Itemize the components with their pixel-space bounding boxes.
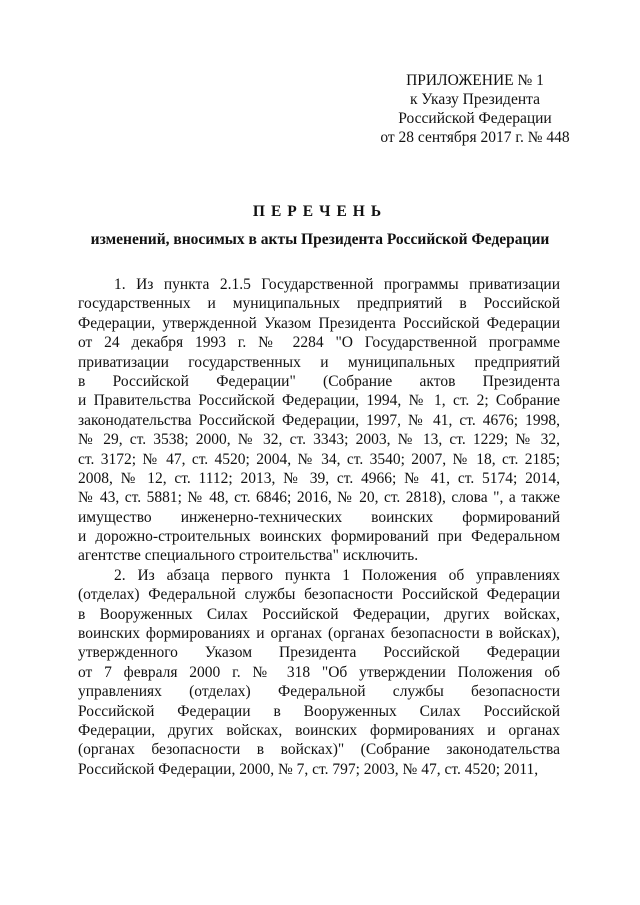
appendix-line: к Указу Президента — [410, 91, 540, 108]
document-body — [78, 275, 560, 779]
appendix-line: ПРИЛОЖЕНИЕ № 1 — [406, 72, 544, 89]
text-line: управлениях (отделах) Федеральной службы безопасности — [78, 683, 560, 701]
text-line: законодательства Российской Федерации, 1997, № 41, ст. 4676; 1998, — [78, 411, 560, 429]
text-line: воинских формированиях и органах (органах безопасности в войсках), — [78, 625, 560, 643]
text-line: от 24 декабря 1993 г. № 2284 "О Государственной программе — [78, 334, 560, 352]
text-line: и Правительства Российской Федерации, 1994, № 1, ст. 2; Собрание — [78, 392, 560, 410]
text-line: 1. Из пункта 2.1.5 Государственной программы приватизации — [114, 276, 560, 293]
text-line: в Российской Федерации" (Собрание актов Президента — [78, 372, 560, 390]
appendix-line: Российской Федерации — [398, 110, 552, 127]
text-line: агентстве специального строительства" исключить. — [78, 547, 419, 565]
appendix-header — [360, 71, 590, 147]
text-line: Российской Федерации, 2000, № 7, ст. 797; 2003, № 47, ст. 4520; 2011, — [78, 760, 539, 778]
text-line: № 43, ст. 5881; № 48, ст. 6846; 2016, № 20, ст. 2818), слова ", а также — [78, 489, 560, 507]
text-line: от 7 февраля 2000 г. № 318 "Об утверждении Положения об — [78, 663, 560, 681]
text-line: государственных и муниципальных предприятий в Российской — [78, 295, 560, 313]
text-line: № 29, ст. 3538; 2000, № 32, ст. 3343; 2003, № 13, ст. 1229; № 32, — [78, 431, 560, 449]
text-line: (отделах) Федеральной службы безопасности Российской Федерации — [78, 586, 560, 604]
document-title: ПЕРЕЧЕНЬ — [252, 203, 388, 220]
text-line: 2. Из абзаца первого пункта 1 Положения об управлениях — [114, 566, 560, 584]
text-line: приватизации государственных и муниципальных предприятий — [78, 353, 560, 371]
document-subtitle: изменений, вносимых в акты Президента Российской Федерации — [90, 231, 550, 248]
text-line: в Вооруженных Силах Российской Федерации, других войсках, — [78, 605, 560, 623]
text-line: ст. 3172; № 47, ст. 4520; 2004, № 34, ст. 3540; 2007, № 18, ст. 2185; — [78, 450, 560, 468]
appendix-line: от 28 сентября 2017 г. № 448 — [380, 129, 570, 146]
text-line: 2008, № 12, ст. 1112; 2013, № 39, ст. 4966; № 41, ст. 5174; 2014, — [78, 469, 560, 487]
text-line: (органах безопасности в войсках)" (Собрание законодательства — [78, 741, 560, 759]
text-line: Федерации, других войсках, воинских формированиях и органах — [78, 721, 560, 739]
text-line: утвержденного Указом Президента Российской Федерации — [78, 644, 560, 662]
text-line: и дорожно-строительных воинских формирований при Федеральном — [78, 528, 560, 546]
text-line: Российской Федерации в Вооруженных Силах Российской — [78, 702, 560, 720]
list-item — [78, 566, 560, 779]
text-line: Федерации, утвержденной Указом Президента Российской Федерации — [78, 314, 560, 332]
text-line: имущество инженерно-технических воинских формирований — [78, 508, 560, 526]
list-item — [78, 275, 560, 566]
